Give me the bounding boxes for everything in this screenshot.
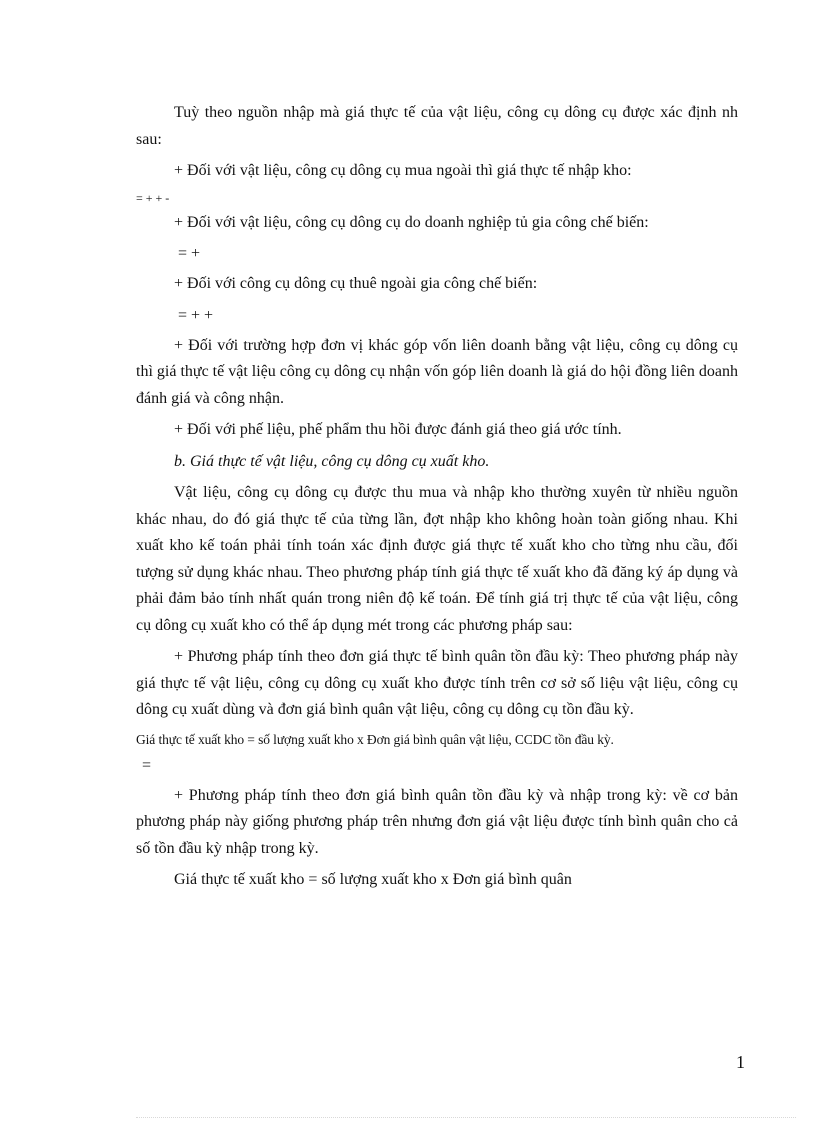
paragraph-method-weighted-average: + Phương pháp tính theo đơn giá bình quân tồn đầu kỳ và nhập trong kỳ: về cơ bản phương pháp này giống phương pháp trên nhưng đơn giá vật liệu được tính bình quân cho cả số tồn đầu kỳ nhập trong kỳ. bbox=[136, 786, 738, 857]
page-content bbox=[136, 100, 738, 899]
footer-divider bbox=[136, 1117, 796, 1118]
paragraph-scrap: + Đối với phế liệu, phế phẩm thu hồi được đánh giá theo giá ước tính. bbox=[174, 421, 622, 438]
formula-equals: = bbox=[142, 756, 152, 774]
paragraph-purchased: + Đối với vật liệu, công cụ dông cụ mua ngoài thì giá thực tế nhập kho: bbox=[174, 162, 632, 179]
formula-purchased: = + + - bbox=[136, 190, 170, 205]
formula-self-processed: = + bbox=[178, 245, 201, 262]
paragraph-self-processed: + Đối với vật liệu, công cụ dông cụ do doanh nghiệp tủ gia công chế biến: bbox=[174, 213, 649, 231]
page-number: 1 bbox=[736, 1052, 745, 1072]
paragraph-intro: Tuỳ theo nguồn nhập mà giá thực tế của vật liệu, công cụ dông cụ được xác định nh sau: bbox=[136, 104, 738, 148]
formula-weighted-average: Giá thực tế xuất kho = số lượng xuất kho x Đơn giá bình quân bbox=[174, 871, 572, 888]
paragraph-export-price: Vật liệu, công cụ dông cụ được thu mua và nhập kho thường xuyên từ nhiều nguồn khác nhau, do đó giá thực tế của từng lần, đợt nhập kho không hoàn toàn giống nhau. Khi xuất kho kế toán phải tính toán xác định được giá thực tế xuất kho cho từng nhu cầu, đối tượng sử dụng khác nhau. Theo phương pháp tính giá thực tế xuất kho đã đăng ký áp dụng và phải đảm bảo tính nhất quán trong niên độ kế toán. Để tính giá trị thực tế của vật liệu, công cụ dông cụ xuất kho có thể áp dụng mét trong các phương pháp sau: bbox=[136, 484, 738, 634]
formula-opening-average: Giá thực tế xuất kho = số lượng xuất kho x Đơn giá bình quân vật liệu, CCDC tồn đầu kỳ. bbox=[136, 731, 614, 747]
paragraph-method-opening-average: + Phương pháp tính theo đơn giá thực tế bình quân tồn đầu kỳ: Theo phương pháp này giá thực tế vật liệu, công cụ dông cụ xuất kho được tính trên cơ sở số liệu vật liệu, công cụ dông cụ xuất dùng và đơn giá bình quân vật liệu, công cụ dông cụ tồn đầu kỳ. bbox=[136, 648, 738, 718]
paragraph-outsourced: + Đối với công cụ dông cụ thuê ngoài gia công chế biến: bbox=[174, 275, 538, 292]
formula-outsourced: = + + bbox=[178, 306, 214, 324]
heading-section-b: b. Giá thực tế vật liệu, công cụ dông cụ xuất kho. bbox=[174, 452, 490, 470]
paragraph-joint-venture: + Đối với trường hợp đơn vị khác góp vốn liên doanh bằng vật liệu, công cụ dông cụ thì giá thực tế vật liệu công cụ dông cụ nhận vốn góp liên doanh là giá do hội đồng liên doanh đánh giá và công nhận. bbox=[136, 336, 738, 407]
